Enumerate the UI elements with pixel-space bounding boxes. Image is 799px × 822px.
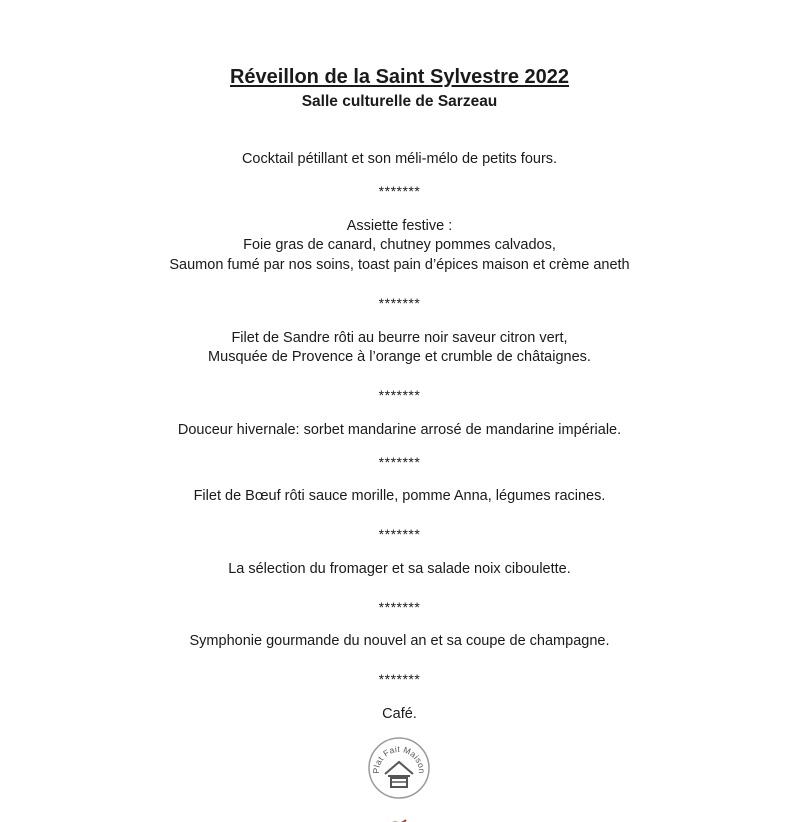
menu-course-sorbet: Douceur hivernale: sorbet mandarine arrosé de mandarine impériale. bbox=[177, 422, 622, 438]
partial-logo-icon bbox=[384, 814, 414, 822]
separator: ******* bbox=[378, 599, 421, 615]
menu-course-line: Saumon fumé par nos soins, toast pain d’épices maison et crème aneth bbox=[169, 257, 630, 273]
menu-course-line: Filet de Sandre rôti au beurre noir saveur citron vert, bbox=[231, 330, 568, 346]
separator: ******* bbox=[378, 387, 421, 403]
menu-course-line: Musquée de Provence à l’orange et crumble de châtaignes. bbox=[208, 349, 591, 365]
page-title: Réveillon de la Saint Sylvestre 2022 bbox=[229, 66, 570, 88]
menu-course-dessert: Symphonie gourmande du nouvel an et sa coupe de champagne. bbox=[189, 633, 610, 649]
menu-course-line: Foie gras de canard, chutney pommes calvados, bbox=[243, 237, 556, 253]
menu-course-cafe: Café. bbox=[382, 706, 417, 722]
separator: ******* bbox=[378, 526, 421, 542]
menu-course-fromage: La sélection du fromager et sa salade noix ciboulette. bbox=[228, 561, 571, 577]
separator: ******* bbox=[378, 454, 421, 470]
menu-course-heading: Assiette festive : bbox=[346, 218, 453, 234]
separator: ******* bbox=[378, 671, 421, 687]
logo-text: Plat Fait Maison bbox=[370, 743, 428, 774]
separator: ******* bbox=[378, 183, 421, 199]
venue-subtitle: Salle culturelle de Sarzeau bbox=[301, 93, 498, 110]
separator: ******* bbox=[378, 295, 421, 311]
menu-course-cocktail: Cocktail pétillant et son méli-mélo de petits fours. bbox=[241, 151, 558, 167]
fait-maison-logo bbox=[367, 736, 431, 800]
menu-course-boeuf: Filet de Bœuf rôti sauce morille, pomme Anna, légumes racines. bbox=[193, 488, 606, 504]
